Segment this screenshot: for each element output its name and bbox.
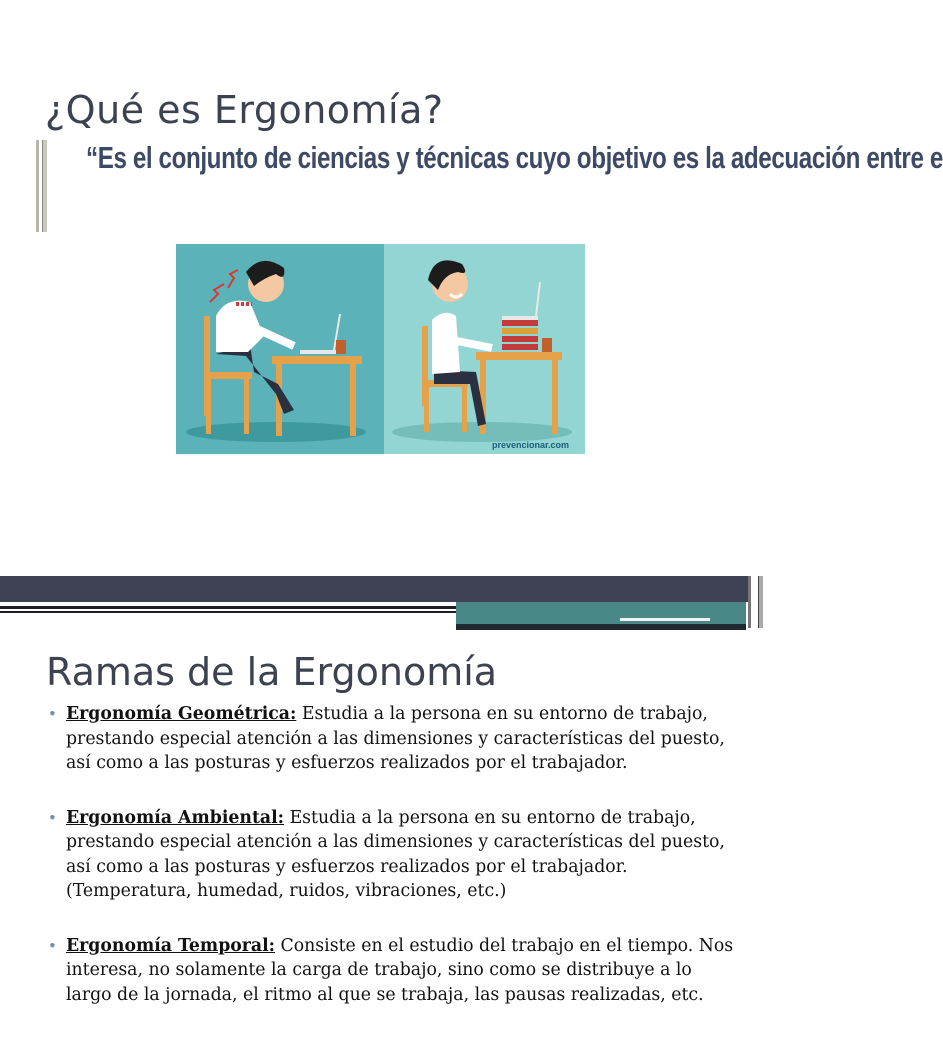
quote-bar-secondary bbox=[42, 140, 47, 232]
branch-term: Ergonomía Temporal: bbox=[66, 935, 276, 956]
slide-divider-line bbox=[0, 611, 456, 613]
definition-quote: “Es el conjunto de ciencias y técnicas cuyo objetivo es la adecuación entre e bbox=[86, 140, 943, 175]
slide-divider-bar bbox=[758, 576, 763, 628]
branch-description: Consiste en el estudio del trabajo en el tiempo. Nos interesa, no solamente la carga de trabajo, sino como se distribuye a lo largo de la jornada, el ritmo al que se trabaja, las pausas realizadas, etc. bbox=[66, 935, 734, 1005]
slide-divider-highlight bbox=[620, 618, 710, 621]
branch-description: Estudia a la persona en su entorno de trabajo, prestando especial atención a las dimensiones y características del puesto, así como a las posturas y esfuerzos realizados por el trabajador. (Temperatura, humedad, ruidos, vibraciones, etc.) bbox=[66, 807, 725, 901]
list-item bbox=[48, 806, 738, 904]
coffee-cup bbox=[336, 340, 346, 354]
quote-container bbox=[86, 140, 943, 188]
slide-divider-band bbox=[0, 576, 748, 602]
list-item bbox=[48, 702, 738, 776]
watermark-brand: prevencionar.com bbox=[492, 440, 570, 450]
quote-bar bbox=[36, 140, 39, 232]
slide-title: ¿Qué es Ergonomía? bbox=[45, 88, 444, 132]
coffee-cup bbox=[542, 338, 552, 352]
slide-title: Ramas de la Ergonomía bbox=[46, 650, 498, 694]
list-item bbox=[48, 934, 738, 1008]
posture-comparison-illustration bbox=[176, 244, 585, 454]
slide-ergonomics-branches bbox=[0, 632, 768, 1024]
slide-divider-accent-dark bbox=[456, 624, 746, 630]
branch-term: Ergonomía Ambiental: bbox=[66, 807, 285, 828]
branches-list bbox=[48, 702, 738, 1037]
slide-divider-bar bbox=[748, 576, 751, 628]
branch-description: Estudia a la persona en su entorno de trabajo, prestando especial atención a las dimensiones y características del puesto, así como a las posturas y esfuerzos realizados por el trabajador. bbox=[66, 704, 725, 773]
slide-divider-line bbox=[0, 606, 456, 609]
branch-term: Ergonomía Geométrica: bbox=[66, 704, 297, 724]
